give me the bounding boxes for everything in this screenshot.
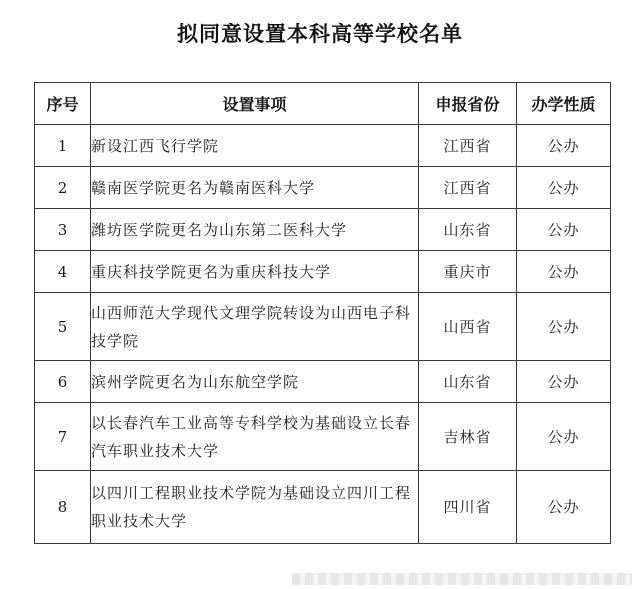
row-province: 重庆市: [419, 251, 517, 293]
row-index: 8: [35, 471, 91, 544]
row-item: 重庆科技学院更名为重庆科技大学: [91, 251, 419, 293]
row-nature: 公办: [517, 125, 611, 167]
table-row: [35, 361, 611, 403]
watermark-strip: [292, 573, 632, 585]
row-province: 吉林省: [419, 403, 517, 471]
row-item: 以长春汽车工业高等专科学校为基础设立长春汽车职业技术大学: [91, 403, 419, 471]
row-nature: 公办: [517, 361, 611, 403]
table-row: [35, 167, 611, 209]
row-index: 5: [35, 293, 91, 361]
row-index: 3: [35, 209, 91, 251]
row-province: 四川省: [419, 471, 517, 544]
row-nature: 公办: [517, 403, 611, 471]
row-item: 潍坊医学院更名为山东第二医科大学: [91, 209, 419, 251]
row-nature: 公办: [517, 293, 611, 361]
row-province: 山西省: [419, 293, 517, 361]
row-item: 新设江西飞行学院: [91, 125, 419, 167]
row-item: 山西师范大学现代文理学院转设为山西电子科技学院: [91, 293, 419, 361]
row-nature: 公办: [517, 167, 611, 209]
universities-table: [34, 82, 611, 544]
table-header-row: [35, 83, 611, 125]
row-nature: 公办: [517, 251, 611, 293]
table-row: [35, 471, 611, 544]
table-row: [35, 403, 611, 471]
row-item: 赣南医学院更名为赣南医科大学: [91, 167, 419, 209]
row-province: 江西省: [419, 167, 517, 209]
row-nature: 公办: [517, 209, 611, 251]
row-item: 以四川工程职业技术学院为基础设立四川工程职业技术大学: [91, 471, 419, 544]
row-index: 7: [35, 403, 91, 471]
table-row: [35, 293, 611, 361]
header-province: 申报省份: [419, 83, 517, 125]
document-title: 拟同意设置本科高等学校名单: [177, 22, 463, 46]
row-province: 山东省: [419, 361, 517, 403]
row-index: 1: [35, 125, 91, 167]
row-province: 山东省: [419, 209, 517, 251]
row-item: 滨州学院更名为山东航空学院: [91, 361, 419, 403]
header-nature: 办学性质: [517, 83, 611, 125]
header-index: 序号: [35, 83, 91, 125]
row-index: 2: [35, 167, 91, 209]
table-row: [35, 209, 611, 251]
header-item: 设置事项: [91, 83, 419, 125]
table-row: [35, 125, 611, 167]
row-province: 江西省: [419, 125, 517, 167]
row-index: 4: [35, 251, 91, 293]
row-index: 6: [35, 361, 91, 403]
table-row: [35, 251, 611, 293]
row-nature: 公办: [517, 471, 611, 544]
